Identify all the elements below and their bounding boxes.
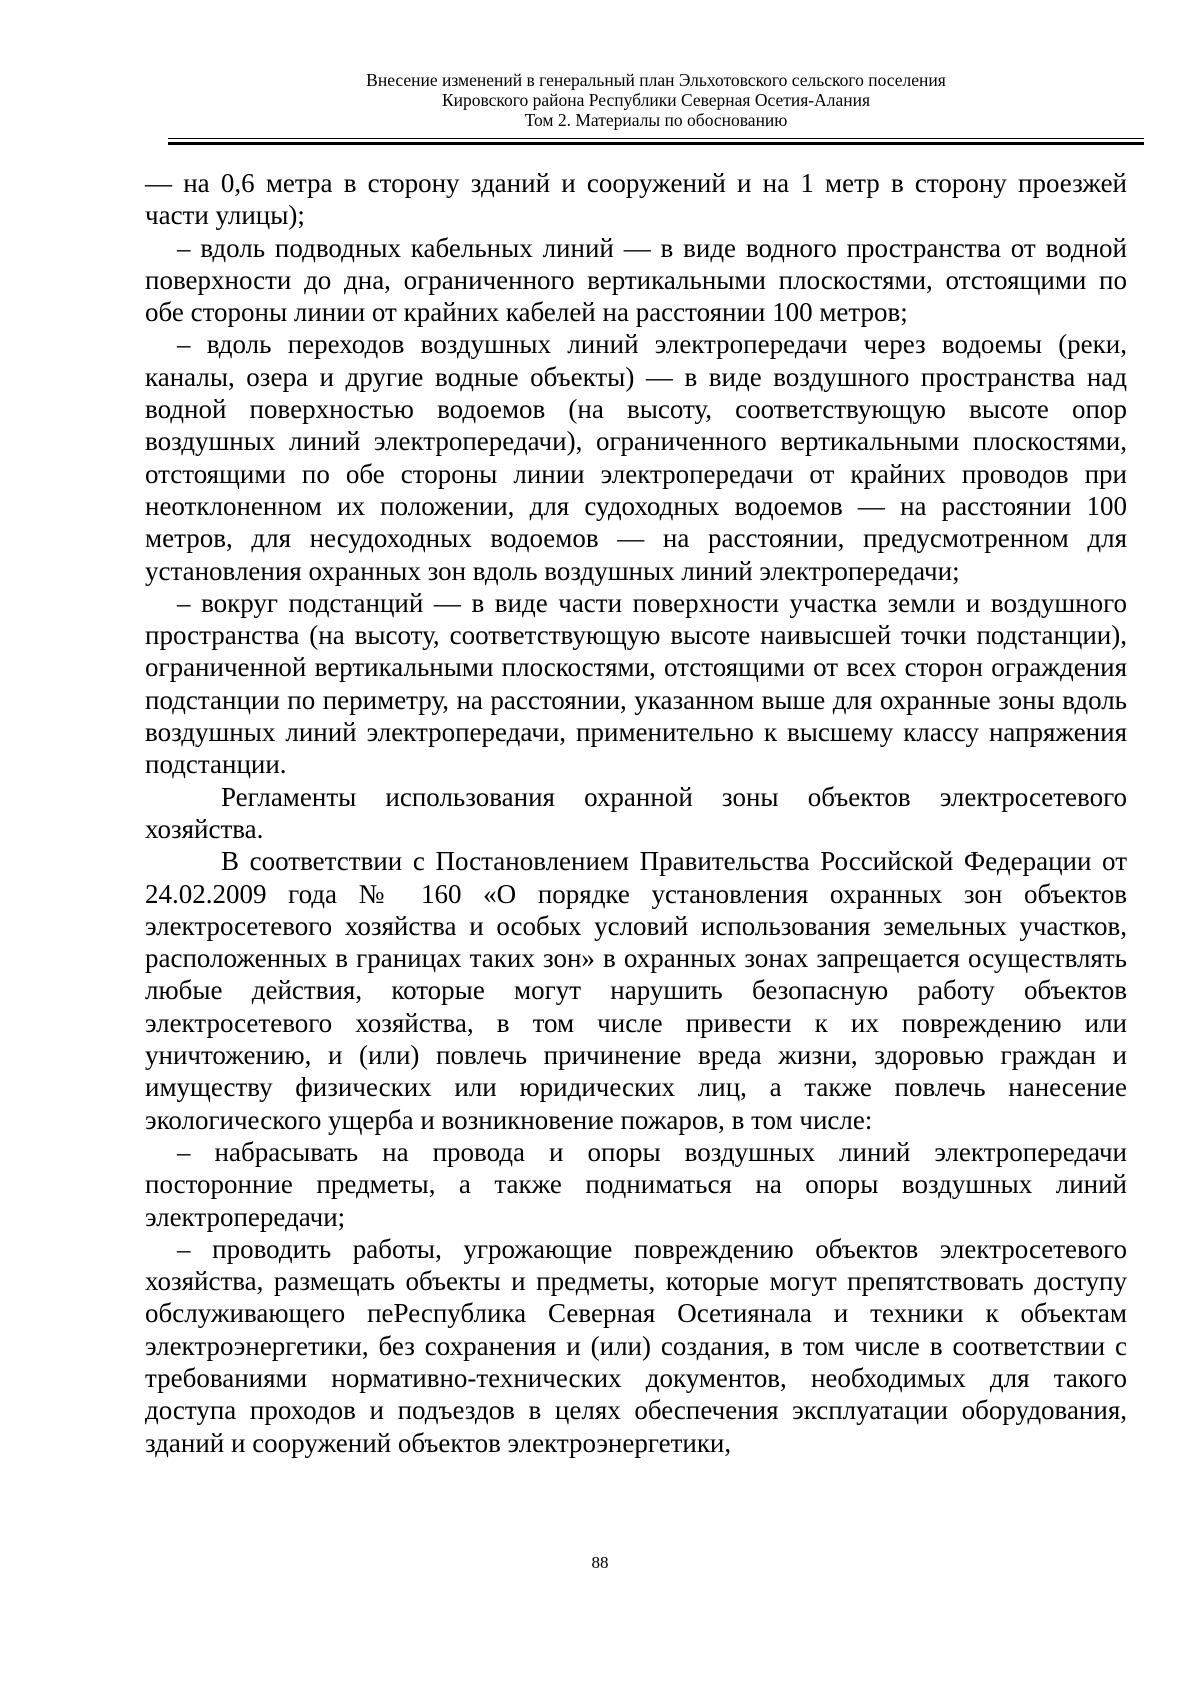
page-number: 88 — [591, 1553, 609, 1572]
header-volume-line: Том 2. Материалы по обоснованию — [524, 110, 788, 130]
header-title-line: Внесение изменений в генеральный план Эльхотовского сельского поселения — [366, 70, 946, 90]
paragraph-substations: – вокруг подстанций — в виде части поверхности участка земли и воздушного пространства (на высоту, соответствующую высоте наивысшей точки подстанции), ограниченной вертикальными плоскостями, отстоящими от всех сторон ограждения подстанции по периметру, на расстоянии, указанном выше для охранные зоны вдоль воздушных линий электропередачи, применительно к высшему классу напряжения подстанции. — [145, 587, 1127, 780]
paragraph-overhead-crossings: – вдоль переходов воздушных линий электропередачи через водоемы (реки, каналы, озера и другие водные объекты) — в виде воздушного пространства над водной поверхностью водоемов (на высоту, соответствующую высоте опор воздушных линий электропередачи), ограниченного вертикальными плоскостями, отстоящими по обе стороны линии электропередачи от крайних проводов при неотклоненном их положении, для судоходных водоемов — на расстоянии 100 метров, для несудоходных водоемов — на расстоянии, предусмотренном для установления охранных зон вдоль воздушных линий электропередачи; — [145, 329, 1127, 586]
running-header — [168, 70, 1144, 130]
paragraph-prohibition-works: – проводить работы, угрожающие повреждению объектов электросетевого хозяйства, размещать объекты и предметы, которые могут препятствовать доступу обслуживающего пеРеспублика Северная Осетиянала и техники к объектам электроэнергетики, без сохранения и (или) создания, в том числе в соответствии с требованиями нормативно-технических документов, необходимых для такого доступа проходов и подъездов в целях обеспечения эксплуатации оборудования, зданий и сооружений объектов электроэнергетики, — [145, 1233, 1127, 1458]
paragraph-underwater-cables: – вдоль подводных кабельных линий — в виде водного пространства от водной поверхности до дна, ограниченного вертикальными плоскостями, отстоящими по обе стороны линии от крайних кабелей на расстоянии 100 метров; — [145, 232, 1127, 328]
paragraph-regulations-heading: Регламенты использования охранной зоны объектов электросетевого хозяйства. — [145, 781, 1127, 844]
header-rule-thin — [168, 138, 1144, 139]
paragraph-government-decree: В соответствии с Постановлением Правительства Российской Федерации от 24.02.2009 года № 160 «О порядке установления охранных зон объектов электросетевого хозяйства и особых условий использования земельных участков, расположенных в границах таких зон» в охранных зонах запрещается осуществлять любые действия, которые могут нарушить безопасную работу объектов электросетевого хозяйства, в том числе привести к их повреждению или уничтожению, и (или) повлечь причинение вреда жизни, здоровью граждан и имуществу физических или юридических лиц, а также повлечь нанесение экологического ущерба и возникновение пожаров, в том числе: — [145, 846, 1127, 1135]
header-region-line: Кировского района Республики Северная Осетия-Алания — [441, 90, 871, 110]
paragraph-prohibition-throwing: – набрасывать на провода и опоры воздушных линий электропередачи посторонние предметы, а также подниматься на опоры воздушных линий электропередачи; — [145, 1136, 1127, 1232]
header-rule-thick — [168, 142, 1144, 145]
paragraph-cable-distance: — на 0,6 метра в сторону зданий и сооружений и на 1 метр в сторону проезжей части улицы); — [145, 168, 1127, 231]
body-text — [145, 167, 1127, 1459]
